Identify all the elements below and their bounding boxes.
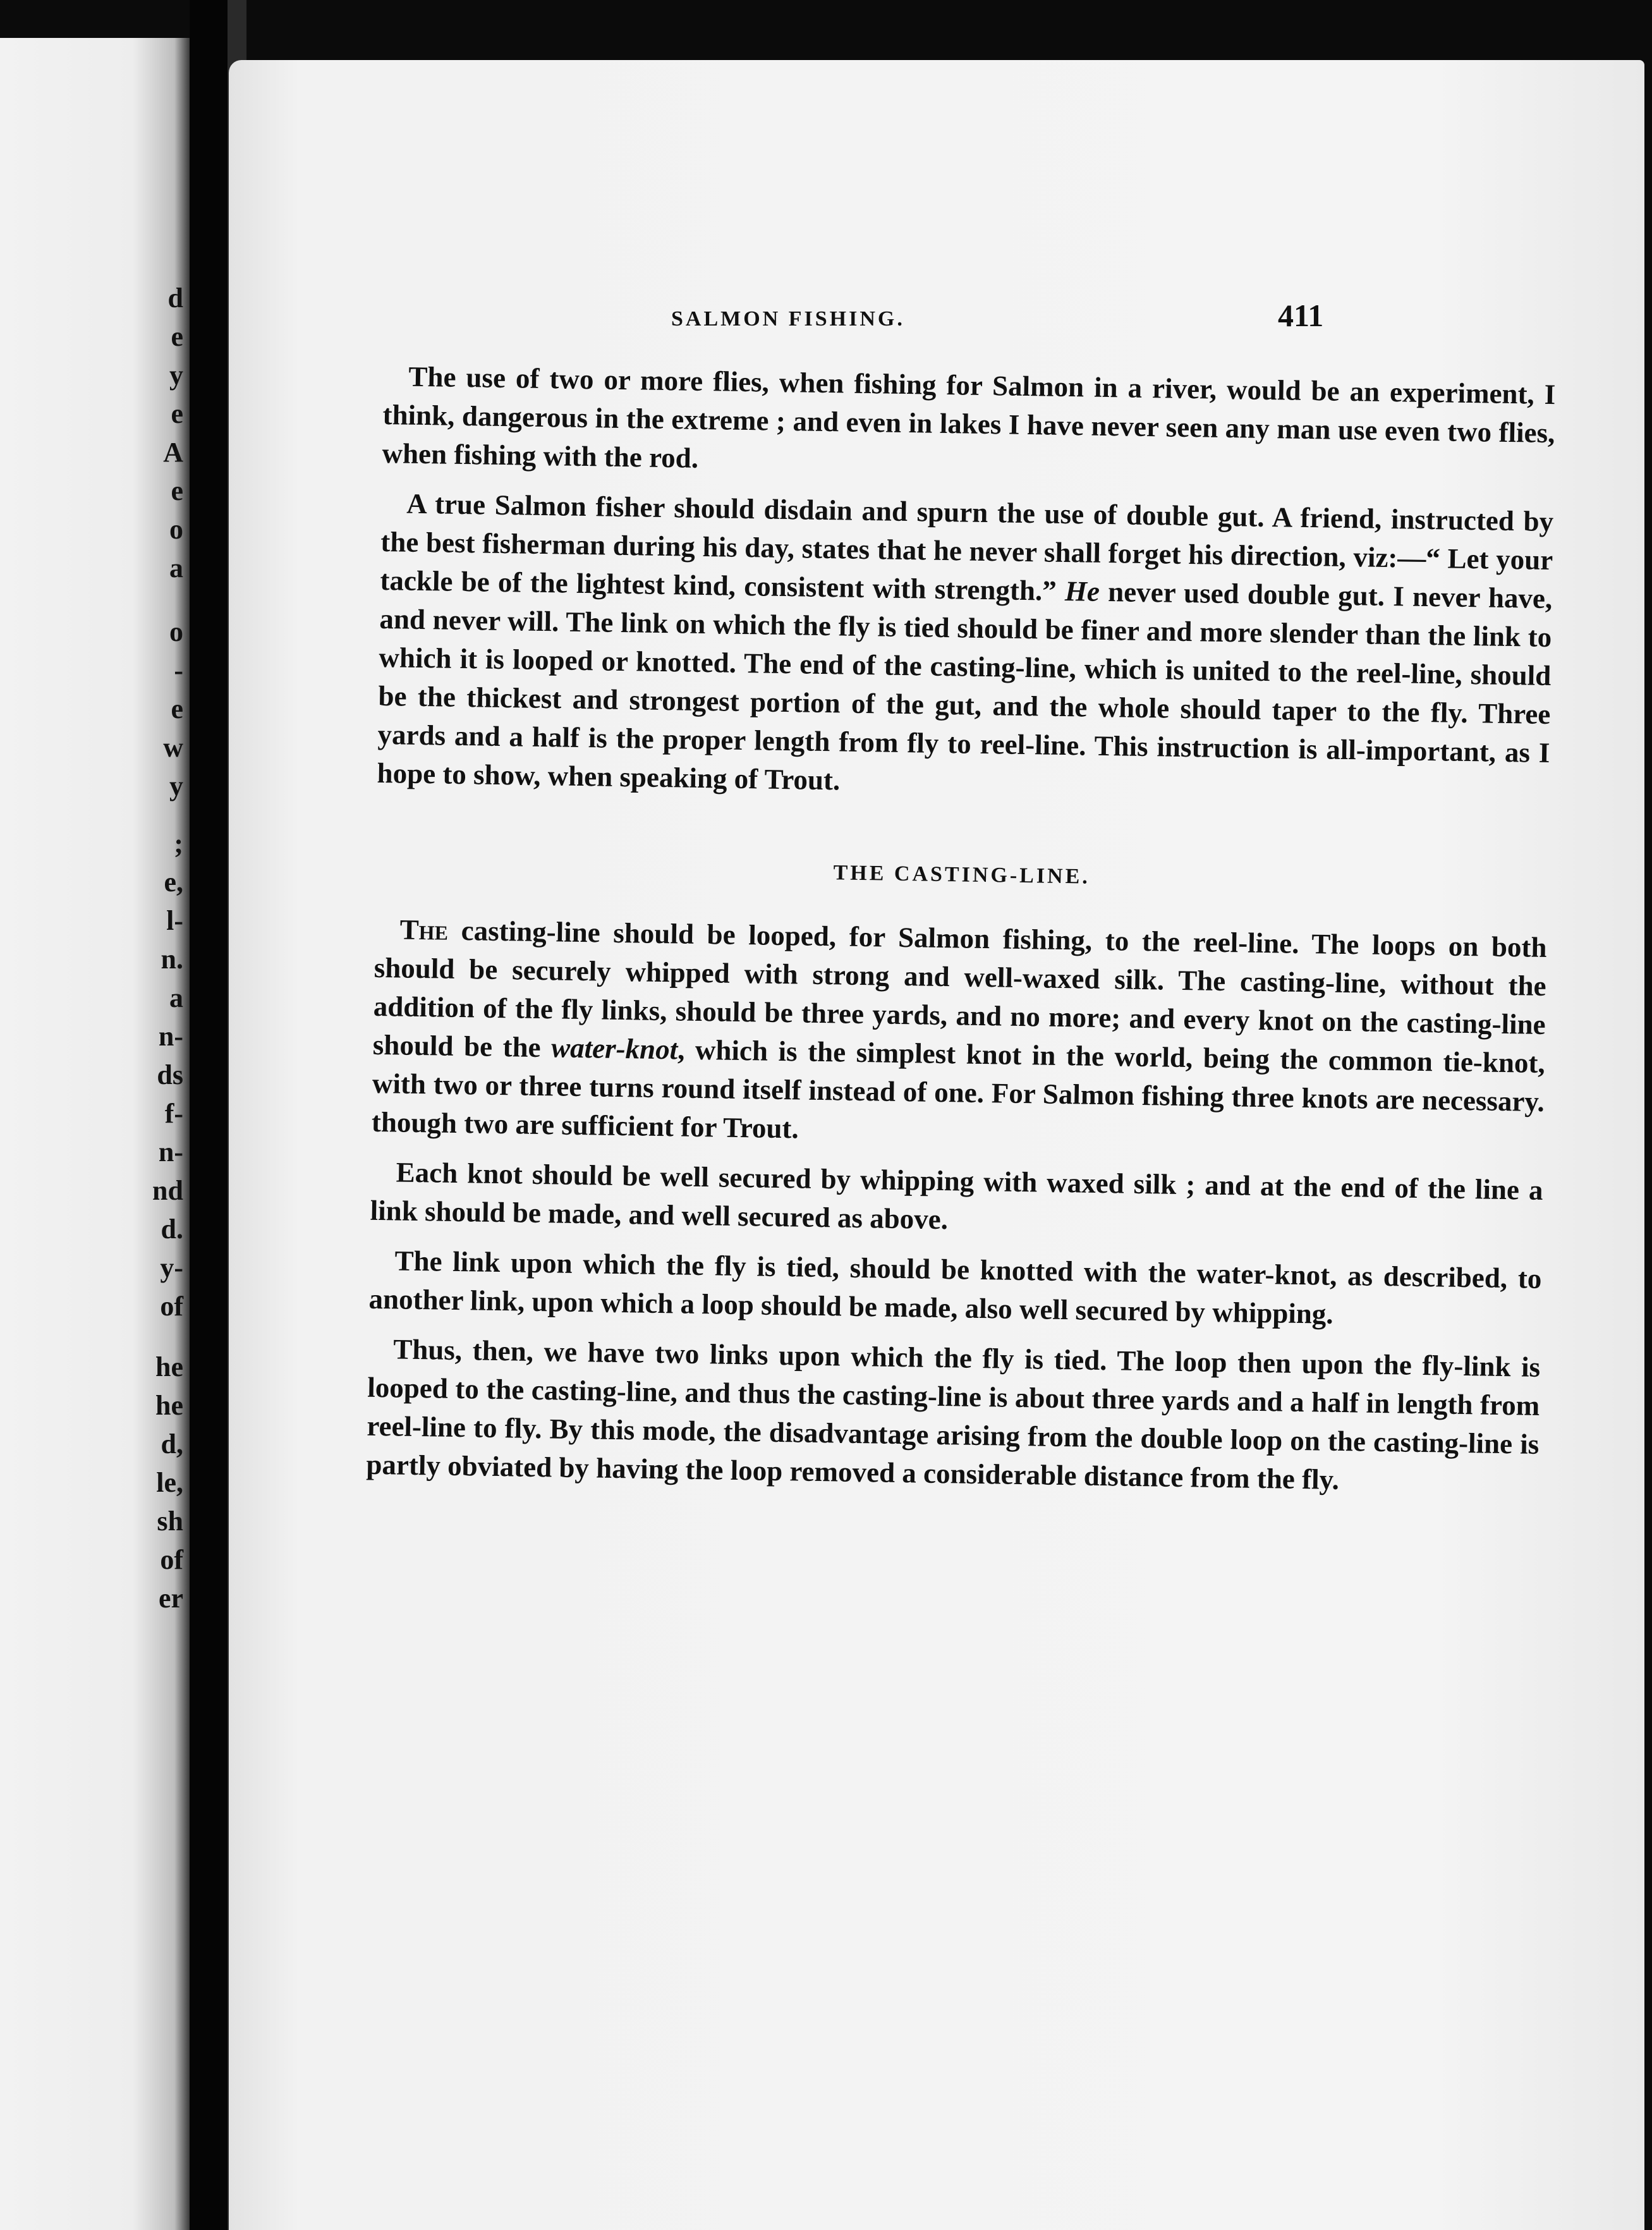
paragraph-4: Each knot should be well secured by whipping with waxed silk ; and at the end of the line a link should be made, and well secured as above. <box>370 1156 1543 1236</box>
left-page-fragment: ds <box>157 1059 183 1090</box>
paragraph-5: The link upon which the fly is tied, should be knotted with the water-knot, as described, to another link, upon which a loop should be made, also well secured by whipping. <box>368 1245 1542 1330</box>
left-page-fragment: - <box>174 655 183 686</box>
running-head: SALMON FISHING. <box>671 307 905 331</box>
left-page-fragment: n- <box>158 1136 183 1167</box>
left-page-fragment: d, <box>161 1429 183 1459</box>
left-page-fragment: o <box>169 616 183 647</box>
book-gutter <box>190 0 228 2230</box>
left-page-fragment: le, <box>156 1467 183 1498</box>
left-page-fragment: d. <box>161 1214 183 1245</box>
left-page-fragment: e <box>171 398 183 429</box>
left-page-fragment: e <box>171 475 183 506</box>
page-number: 411 <box>1278 298 1324 333</box>
left-page-fragment: w <box>163 732 183 763</box>
paragraph-2-text-a: A true Salmon fisher should disdain and spurn the use of double gut. A friend, instructed by the best fisherman during his day, states that he never shall forget his direction, viz:—“ Let your tackle be of the lightest kind, consistent with strength.” <box>380 487 1554 607</box>
left-page-fragment: e, <box>164 867 183 898</box>
left-page-fragment: he <box>155 1351 183 1382</box>
paragraph-3-text-a: casting-line should be looped, for Salmon fishing, to the reel-line. The loops on both should be securely whipped with strong and well-waxed silk. The casting-line, without the addition of the fly links, should be three yards, and no more; and every knot on the casting-line should be the <box>372 915 1547 1064</box>
left-page-fragment: a <box>169 552 183 583</box>
left-page-fragment: n. <box>161 944 183 975</box>
left-page-fragment: n- <box>158 1021 183 1052</box>
left-page-fragment: of <box>160 1291 183 1322</box>
right-page <box>229 60 1644 2230</box>
section-heading: THE CASTING-LINE. <box>833 861 1091 889</box>
paragraph-2-italic: He <box>1064 575 1100 607</box>
left-page-fragment: y <box>169 360 183 391</box>
left-page-fragment: o <box>169 514 183 545</box>
left-page-fragment: y- <box>160 1252 183 1283</box>
left-page-fragment: d <box>167 283 183 314</box>
left-facing-page <box>0 38 190 2230</box>
paragraph-3 <box>372 910 1548 1160</box>
left-page-fragment: er <box>158 1583 183 1614</box>
left-page-fragment: f- <box>164 1098 183 1129</box>
left-page-fragment: nd <box>152 1175 183 1206</box>
paragraph-3-lead: The <box>399 913 449 946</box>
left-page-fragment: e <box>171 321 183 352</box>
paragraph-2-text-b: never used double gut. I never have, and never will. The link on which the fly is tied should be finer and more slender than the link to which it is looped or knotted. The end of the casting-line, which is united to the reel-line, should be the thickest and strongest portion of the gut, and the whole should taper to the fly. Three yards and a half is the proper length from fly to reel-line. This instruction is all-important, as I hope to show, when speaking of Trout. <box>377 576 1553 796</box>
paragraph-2 <box>377 484 1553 811</box>
paragraph-3-text-b: , which is the simplest knot in the world, being the common tie-knot, with two or three turns round itself instead of one. For Salmon fishing three knots are necessary. though two are sufficient for Trout. <box>371 1033 1546 1145</box>
page-header <box>229 298 1644 341</box>
paragraph-6: Thus, then, we have two links upon which the fly is tied. The loop then upon the fly-link is looped to the casting-line, and thus the casting-line is about three yards and a half in length from reel-line to fly. By this mode, the disadvantage arising from the double loop on the casting-line is partly obviated by having the loop removed a considerable distance from the fly. <box>366 1333 1541 1496</box>
paragraph-1: The use of two or more flies, when fishing for Salmon in a river, would be an experiment, I think, dangerous in the extreme ; and even in lakes I have never seen any man use even two flies, when fishing with the rod. <box>382 360 1556 474</box>
left-page-fragment: A <box>163 437 183 468</box>
body-text <box>366 357 1556 1514</box>
left-page-fragment: sh <box>157 1506 183 1537</box>
left-page-fragment: ; <box>174 828 183 859</box>
left-page-fragment: e <box>171 693 183 724</box>
left-page-fragment: a <box>169 982 183 1013</box>
left-page-fragment: l- <box>166 905 183 936</box>
paragraph-3-italic: water-knot <box>550 1032 678 1066</box>
left-page-fragment: of <box>160 1544 183 1575</box>
left-page-fragment: he <box>155 1390 183 1421</box>
left-page-fragment: y <box>169 771 183 801</box>
